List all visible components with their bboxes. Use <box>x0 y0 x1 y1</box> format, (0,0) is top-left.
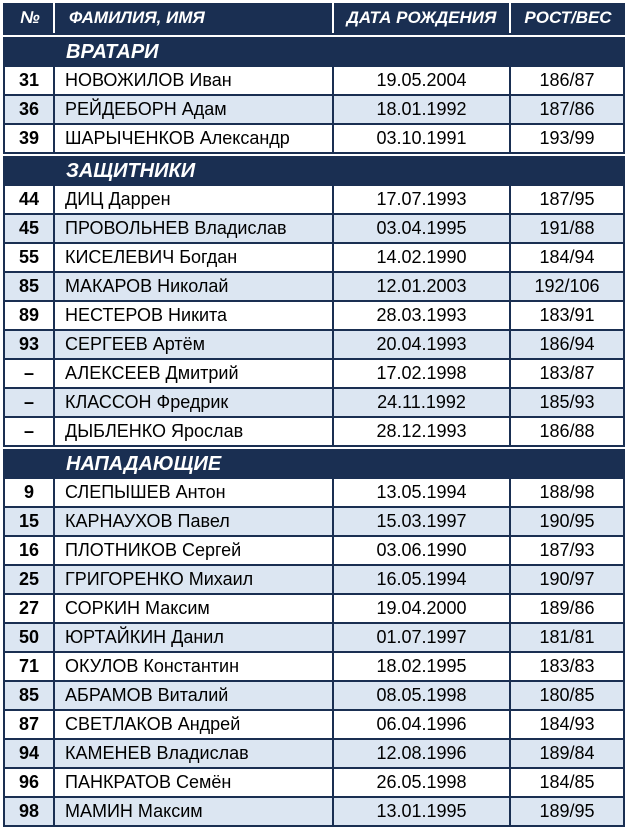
player-birthdate: 19.04.2000 <box>332 595 509 622</box>
table-row <box>3 302 625 331</box>
player-height-weight: 193/99 <box>509 125 623 152</box>
table-row <box>3 740 625 769</box>
table-row <box>3 360 625 389</box>
player-birthdate: 03.06.1990 <box>332 537 509 564</box>
player-number: 96 <box>18 772 40 792</box>
player-name: АЛЕКСЕЕВ Дмитрий <box>53 360 332 387</box>
player-number: – <box>23 421 34 441</box>
table-row <box>3 418 625 447</box>
player-number: 36 <box>18 99 40 119</box>
header-name: ФАМИЛИЯ, ИМЯ <box>53 3 332 33</box>
player-number: 44 <box>18 189 40 209</box>
player-name: НЕСТЕРОВ Никита <box>53 302 332 329</box>
table-row <box>3 711 625 740</box>
player-birthdate: 14.02.1990 <box>332 244 509 271</box>
player-height-weight: 180/85 <box>509 682 623 709</box>
player-birthdate: 28.12.1993 <box>332 418 509 445</box>
player-height-weight: 189/95 <box>509 798 623 825</box>
roster-table <box>3 3 625 827</box>
table-row <box>3 331 625 360</box>
table-row <box>3 566 625 595</box>
player-height-weight: 191/88 <box>509 215 623 242</box>
player-name: АБРАМОВ Виталий <box>53 682 332 709</box>
player-number: 16 <box>18 540 40 560</box>
player-number: 71 <box>18 656 40 676</box>
player-birthdate: 06.04.1996 <box>332 711 509 738</box>
player-height-weight: 189/84 <box>509 740 623 767</box>
player-name: ПАНКРАТОВ Семён <box>53 769 332 796</box>
player-name: КЛАССОН Фредрик <box>53 389 332 416</box>
player-number: 27 <box>18 598 40 618</box>
player-height-weight: 183/91 <box>509 302 623 329</box>
player-name: ГРИГОРЕНКО Михаил <box>53 566 332 593</box>
player-number: 85 <box>18 685 40 705</box>
table-row <box>3 389 625 418</box>
table-row <box>3 479 625 508</box>
player-birthdate: 20.04.1993 <box>332 331 509 358</box>
player-name: ОКУЛОВ Константин <box>53 653 332 680</box>
table-header <box>3 3 625 35</box>
player-number: 45 <box>18 218 40 238</box>
player-height-weight: 183/87 <box>509 360 623 387</box>
player-number: 25 <box>18 569 40 589</box>
player-height-weight: 186/94 <box>509 331 623 358</box>
roster-body <box>3 35 625 827</box>
player-height-weight: 192/106 <box>509 273 623 300</box>
player-number: – <box>23 363 34 383</box>
player-height-weight: 186/88 <box>509 418 623 445</box>
table-row <box>3 125 625 154</box>
player-number: 31 <box>18 70 40 90</box>
player-birthdate: 18.01.1992 <box>332 96 509 123</box>
table-row <box>3 244 625 273</box>
player-height-weight: 183/83 <box>509 653 623 680</box>
player-number: 94 <box>18 743 40 763</box>
player-name: СЛЕПЫШЕВ Антон <box>53 479 332 506</box>
player-number: – <box>23 392 34 412</box>
player-name: МАКАРОВ Николай <box>53 273 332 300</box>
player-birthdate: 13.05.1994 <box>332 479 509 506</box>
player-birthdate: 18.02.1995 <box>332 653 509 680</box>
player-number: 98 <box>18 801 40 821</box>
player-height-weight: 184/94 <box>509 244 623 271</box>
player-number: 89 <box>18 305 40 325</box>
player-height-weight: 187/86 <box>509 96 623 123</box>
player-birthdate: 13.01.1995 <box>332 798 509 825</box>
player-birthdate: 12.01.2003 <box>332 273 509 300</box>
player-name: МАМИН Максим <box>53 798 332 825</box>
table-row <box>3 653 625 682</box>
player-name: СВЕТЛАКОВ Андрей <box>53 711 332 738</box>
player-birthdate: 15.03.1997 <box>332 508 509 535</box>
section-header <box>3 35 625 67</box>
table-row <box>3 769 625 798</box>
section-title: НАПАДАЮЩИЕ <box>66 453 222 475</box>
player-name: КАМЕНЕВ Владислав <box>53 740 332 767</box>
player-name: СЕРГЕЕВ Артём <box>53 331 332 358</box>
player-birthdate: 16.05.1994 <box>332 566 509 593</box>
player-height-weight: 190/95 <box>509 508 623 535</box>
player-number: 93 <box>18 334 40 354</box>
player-name: СОРКИН Максим <box>53 595 332 622</box>
table-row <box>3 624 625 653</box>
player-height-weight: 184/93 <box>509 711 623 738</box>
player-height-weight: 190/97 <box>509 566 623 593</box>
player-name: ПРОВОЛЬНЕВ Владислав <box>53 215 332 242</box>
player-birthdate: 17.07.1993 <box>332 186 509 213</box>
player-height-weight: 186/87 <box>509 67 623 94</box>
table-row <box>3 508 625 537</box>
section-header <box>3 154 625 186</box>
player-number: 39 <box>18 128 40 148</box>
table-row <box>3 273 625 302</box>
player-number: 50 <box>18 627 40 647</box>
player-number: 9 <box>23 482 34 502</box>
player-birthdate: 01.07.1997 <box>332 624 509 651</box>
player-height-weight: 187/93 <box>509 537 623 564</box>
player-height-weight: 189/86 <box>509 595 623 622</box>
player-height-weight: 187/95 <box>509 186 623 213</box>
player-height-weight: 181/81 <box>509 624 623 651</box>
table-row <box>3 595 625 624</box>
header-height-weight: РОСТ/ВЕС <box>509 3 625 33</box>
player-name: РЕЙДЕБОРН Адам <box>53 96 332 123</box>
table-row <box>3 215 625 244</box>
section-header <box>3 447 625 479</box>
table-row <box>3 682 625 711</box>
table-row <box>3 186 625 215</box>
player-name: КИСЕЛЕВИЧ Богдан <box>53 244 332 271</box>
player-birthdate: 24.11.1992 <box>332 389 509 416</box>
player-height-weight: 188/98 <box>509 479 623 506</box>
player-name: ДИЦ Даррен <box>53 186 332 213</box>
player-name: КАРНАУХОВ Павел <box>53 508 332 535</box>
player-birthdate: 26.05.1998 <box>332 769 509 796</box>
player-birthdate: 17.02.1998 <box>332 360 509 387</box>
player-birthdate: 03.04.1995 <box>332 215 509 242</box>
player-number: 85 <box>18 276 40 296</box>
header-birthdate: ДАТА РОЖДЕНИЯ <box>332 3 509 33</box>
player-name: НОВОЖИЛОВ Иван <box>53 67 332 94</box>
table-row <box>3 96 625 125</box>
player-birthdate: 03.10.1991 <box>332 125 509 152</box>
player-number: 55 <box>18 247 40 267</box>
header-number: № <box>20 8 40 27</box>
player-name: ШАРЫЧЕНКОВ Александр <box>53 125 332 152</box>
player-name: ЮРТАЙКИН Данил <box>53 624 332 651</box>
player-height-weight: 184/85 <box>509 769 623 796</box>
player-name: ДЫБЛЕНКО Ярослав <box>53 418 332 445</box>
player-number: 15 <box>18 511 40 531</box>
player-birthdate: 28.03.1993 <box>332 302 509 329</box>
table-row <box>3 798 625 827</box>
table-row <box>3 537 625 566</box>
section-title: ВРАТАРИ <box>66 41 159 63</box>
player-height-weight: 185/93 <box>509 389 623 416</box>
player-birthdate: 08.05.1998 <box>332 682 509 709</box>
player-birthdate: 12.08.1996 <box>332 740 509 767</box>
table-row <box>3 67 625 96</box>
section-title: ЗАЩИТНИКИ <box>66 160 196 182</box>
player-birthdate: 19.05.2004 <box>332 67 509 94</box>
player-name: ПЛОТНИКОВ Сергей <box>53 537 332 564</box>
player-number: 87 <box>18 714 40 734</box>
